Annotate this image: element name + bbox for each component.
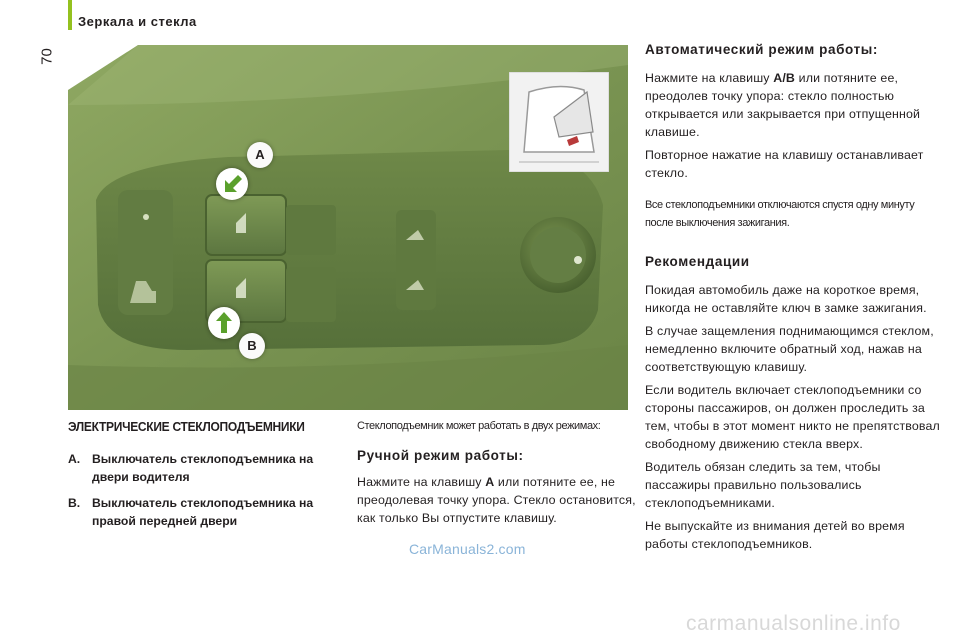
- legend-item-a: [68, 450, 348, 486]
- manual-mode-column: [357, 420, 637, 532]
- section-title: Зеркала и стекла: [78, 14, 197, 29]
- auto-mode-text: Нажмите на клавишу A/B или потяните ее, преодолев точку упора: стекло полностью открывается или закрывается при отпущенной клавише.: [645, 71, 921, 139]
- recommendation-paragraph: Если водитель включает стеклоподъемники со стороны пассажиров, он должен проследить за тем, чтобы в этот момент никто не препятствовал свободному движению стекла вверх.: [645, 383, 940, 451]
- legend-text: Выключатель стеклоподъемника на правой передней двери: [92, 496, 314, 528]
- section-accent-bar: [68, 0, 72, 30]
- callout-a: A: [247, 142, 273, 168]
- manual-mode-title: Ручной режим работы:: [357, 448, 524, 463]
- page-number: 70: [38, 48, 56, 65]
- arrow-up-icon: [208, 307, 240, 339]
- manual-mode-text: Нажмите на клавишу A или потяните ее, не преодолевая точку упора. Стекло остановится, как только Вы отпустите клавишу.: [357, 475, 636, 525]
- callout-b: B: [239, 333, 265, 359]
- recommendation-paragraph: Покидая автомобиль даже на короткое время, никогда не оставляйте ключ в замке зажигания.: [645, 283, 927, 315]
- legend-key: A.: [68, 452, 81, 466]
- main-heading: ЭЛЕКТРИЧЕСКИЕ СТЕКЛОПОДЪЕМНИКИ: [68, 420, 305, 434]
- auto-stop-text: Повторное нажатие на клавишу останавливает стекло.: [645, 148, 924, 180]
- watermark-carmanualsonline: carmanualsonline.info: [686, 612, 901, 635]
- auto-mode-title: Автоматический режим работы:: [645, 42, 879, 57]
- legend-key: B.: [68, 496, 81, 510]
- arrow-down-icon: [216, 168, 248, 200]
- auto-off-note: Все стеклоподъемники отключаются спустя одну минуту после выключения зажигания.: [645, 199, 915, 229]
- recommendation-paragraph: В случае защемления поднимающимся стеклом, немедленно включите обратный ход, нажав на соответствующую клавишу.: [645, 324, 934, 374]
- door-location-inset: [509, 72, 609, 172]
- recommendations-title: Рекомендации: [645, 254, 750, 269]
- recommendation-paragraph: Водитель обязан следить за тем, чтобы пассажиры правильно пользовались стеклоподъемниками.: [645, 460, 881, 510]
- legend-column: [68, 420, 348, 538]
- modes-intro: Стеклоподъемник может работать в двух режимах:: [357, 420, 601, 432]
- legend-text: Выключатель стеклоподъемника на двери водителя: [92, 452, 314, 484]
- watermark-carmanuals2: CarManuals2.com: [409, 541, 526, 557]
- recommendation-paragraph: Не выпускайте из внимания детей во время работы стеклоподъемников.: [645, 519, 905, 551]
- legend-item-b: [68, 494, 348, 530]
- auto-mode-column: [645, 42, 945, 558]
